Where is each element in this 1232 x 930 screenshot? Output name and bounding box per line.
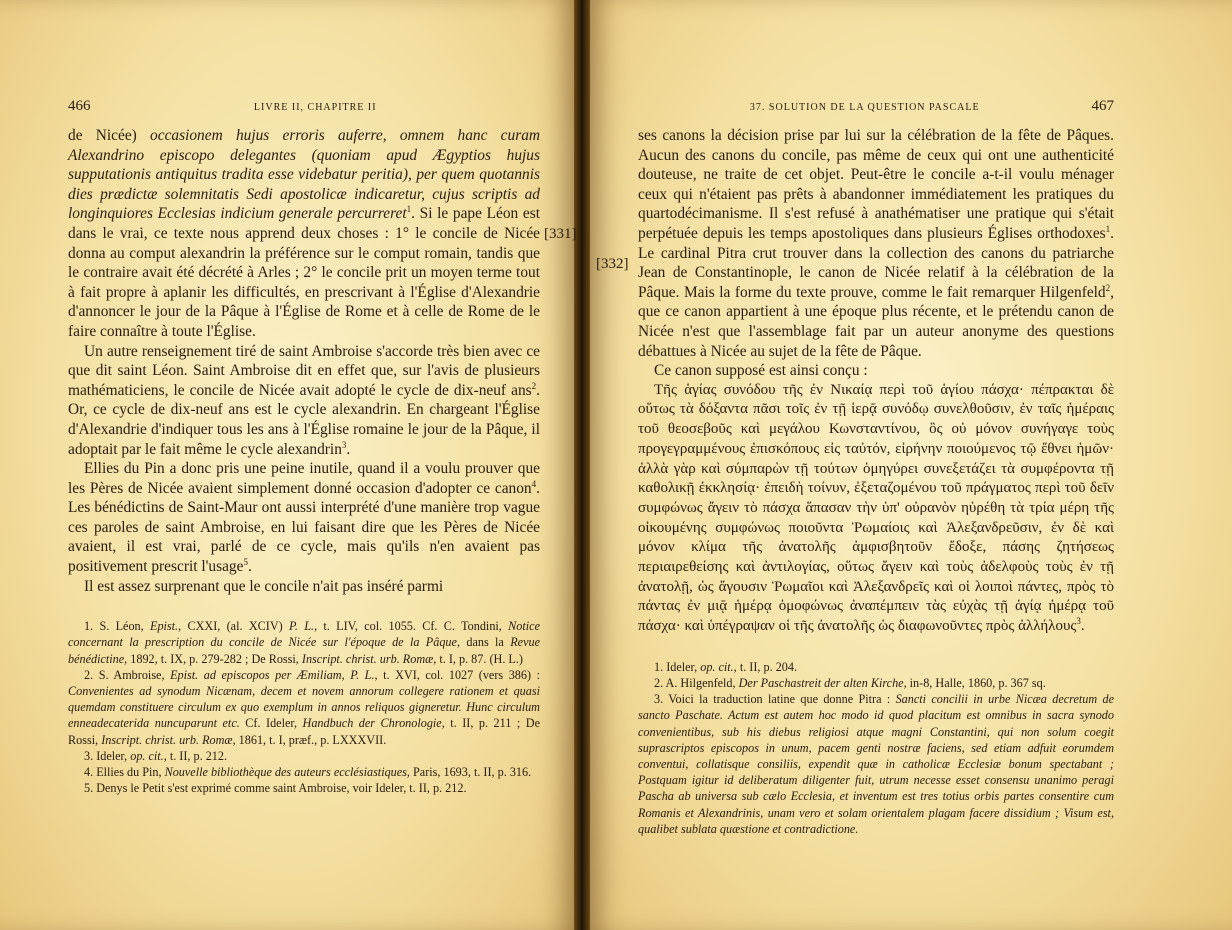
- text-run: Un autre renseignement tiré de saint Ambroise s'accorde très bien avec ce que dit saint Léon. Saint Ambroise dit en effet que, sur l'avis de plusieurs mathématiciens, le concile de Nicée avait adopté le cycle de dix-neuf ans: [68, 342, 540, 399]
- text-run: ses canons la décision prise par lui sur la célébration de la fête de Pâques. Aucun des canons du concile, pas même de ceux qui ont une authenticité douteuse, ne traite de cet objet. Peut-être le concile a-t-il voulu ménager ceux qui n'étaient pas prêts à abandonner immédiatement les pratiques du quartodécimanisme. Il s'est refusé à anathématiser une pratique qui s'était perpétuée depuis les temps apostoliques dans plusieurs Églises orthodoxes: [638, 127, 1114, 242]
- footnote-text: Der Paschastreit der alten Kirche: [738, 676, 904, 691]
- right-page: [584, 0, 1232, 930]
- text-run: . Or, ce cycle de dix-neuf ans est le cycle alexandrin. En chargeant l'Église d'Alexandrie d'indiquer tous les ans à l'Église romaine le jour de la Pâque, il adoptait par le fait même le cycle alexandrin: [68, 381, 540, 458]
- footnote-text: , t. XVI, col. 1027 (vers 386) :: [374, 667, 540, 682]
- footnote: [638, 675, 1114, 691]
- footnote-text: 2. S. Ambroise,: [84, 667, 171, 682]
- footnote-text: P. L.: [289, 619, 315, 634]
- footnote-text: , t. I, p. 87. (H. L.): [433, 651, 523, 666]
- left-page: [0, 0, 580, 930]
- text-run: de Nicée): [68, 127, 151, 144]
- footnote-ref: 2: [531, 380, 537, 391]
- paragraph: [68, 126, 540, 342]
- paragraph: [638, 126, 1114, 361]
- right-page-number: 467: [1091, 98, 1114, 114]
- paragraph: [68, 577, 540, 597]
- footnote: [68, 748, 540, 764]
- footnote-text: , 1892, t. IX, p. 279-282 ; De Rossi,: [124, 651, 302, 666]
- text-run: . Le cardinal Pitra crut trouver dans la collection des canons du patriarche Jean de Constantinople, le canon de Nicée relatif à la célébration de la Pâque. Mais la forme du texte prouve, comme le fait remarquer Hilgenfeld: [638, 224, 1114, 301]
- footnote-ref: 5: [243, 556, 248, 567]
- right-footnotes: [638, 659, 1114, 837]
- footnote-ref: 4: [531, 478, 537, 489]
- text-run: . Si le pape Léon est dans le vrai, ce texte nous apprend deux choses : 1° le concile de Nicée donna au comput alexandrin la préférence sur le comput romain, tandis que le contraire avait été décrété à Arles ; 2° le concile prit un moyen terme tout à fait propre à aplanir les difficultés, en prescrivant à l'Église d'Alexandrie d'annoncer le jour de la Pâque à l'Église de Rome et à celle de Rome de le faire connaître à toute l'Église.: [68, 205, 540, 340]
- footnote-ref: 1: [1105, 223, 1111, 234]
- left-page-number: 466: [68, 98, 91, 114]
- footnote-text: , t. II, p. 212.: [163, 748, 228, 763]
- footnote-text: 5. Denys le Petit s'est exprimé comme saint Ambroise, voir Ideler, t. II, p. 212.: [84, 781, 467, 796]
- footnote-text: Cf. Ideler,: [239, 716, 303, 731]
- footnote-text: , 1861, t. I, præf., p. LXXXVII.: [232, 732, 387, 747]
- margin-ref-331: [331]: [544, 226, 577, 242]
- footnote-text: Sancti concilii in urbe Nicæa decretum de sancto Paschate. Actum est autem hoc modo id quod placitum est omnibus in sacra synodo convenientibus, sub his diebus religiosi atque magni Constantini, qui non solum coegit suprascriptos episcopos in unum, pacem genti nostræ faciens, sed etiam adfuit eorumdem conventui, collatisque consiliis, expendit quæ in catholicæ Ecclesiæ bonum spectabant ; Postquam igitur id deliberatum diligenter fuit, utrum necesse esset consensu unanimo peragi Pascha ab universa sub cælo Ecclesia, et inventum est tres totius orbis partes consentire cum Romanis et Alexandrinis, unam vero et solam orientalem plagam facere dissidium ; Visum est, qualibet sublata quæstione et contradictione.: [638, 692, 1114, 836]
- footnote: [638, 691, 1114, 837]
- footnote-text: , t. II, p. 204.: [733, 659, 798, 674]
- margin-ref-332: [332]: [596, 256, 629, 272]
- text-run: Ce canon supposé est ainsi conçu :: [654, 362, 868, 380]
- footnote-text: Epist.: [150, 619, 179, 634]
- footnote-text: , t. LIV, col. 1055. Cf. C. Tondini,: [314, 619, 509, 634]
- text-run: Il est assez surprenant que le concile n'ait pas inséré parmi: [84, 577, 444, 595]
- right-running-head: 37. SOLUTION DE LA QUESTION PASCALE: [749, 102, 980, 113]
- footnote-text: , t. II, p. 211 ; De Rossi,: [68, 716, 540, 747]
- right-body: [638, 126, 1114, 381]
- text-run: Ellies du Pin a donc pris une peine inutile, quand il a voulu prouver que les Pères de Nicée avaient simplement donné occasion d'adopter ce canon: [68, 460, 540, 497]
- left-running-head: LIVRE II, CHAPITRE II: [253, 102, 377, 113]
- footnote: [68, 780, 540, 796]
- footnote-ref: 1: [406, 204, 412, 215]
- footnote: [68, 667, 540, 748]
- footnote-text: Revue bénédictine: [68, 635, 540, 666]
- text-run: , que ce canon appartient à une époque plus récente, et le prétendu canon de Nicée n'est que l'assemblage fait par un auteur anonyme des questions débattues à Nicée au sujet de la fête de Pâque.: [638, 283, 1114, 360]
- footnote-text: Convenientes ad synodum Nicænam, decem et novem annorum collegere rationem et quasi quemdam constituere circulum ex quo exemplum in annos reliquos gigneretur. Hunc circulum enneadecaterida nuncuparunt etc.: [68, 684, 540, 731]
- footnote-ref: 2: [1105, 282, 1111, 293]
- footnote-text: op. cit.: [700, 659, 734, 674]
- paragraph: [68, 342, 540, 460]
- left-header: [68, 98, 540, 126]
- text-run: occasionem hujus erroris auferre, omnem hanc curam Alexandrino episcopo delegantes (quoniam apud Ægyptios hujus supputationis antiquitus tradita esse videbatur peritia), per quem quotannis dies prædictæ solemnitatis Sedi apostolicæ indicaretur, cujus scriptis ad longinquiores Ecclesias indicium generale percurreret: [68, 127, 541, 223]
- left-body: [68, 126, 540, 596]
- greek-canon: [638, 381, 1114, 637]
- footnote-text: Handbuch der Chronologie: [302, 716, 442, 731]
- paragraph: [68, 459, 540, 577]
- footnote-text: Inscript. christ. urb. Romæ: [301, 651, 434, 666]
- text-run: .: [346, 440, 351, 458]
- footnote-text: , dans la: [456, 635, 511, 650]
- footnote-text: Epist. ad episcopos per Æmiliam, P. L.: [170, 667, 375, 682]
- footnote-text: Notice concernant la prescription du concile de Nicée sur l'époque de la Pâque: [68, 619, 540, 650]
- footnote-text: 2. A. Hilgenfeld,: [654, 676, 739, 691]
- footnote-text: , Paris, 1693, t. II, p. 316.: [406, 765, 532, 780]
- footnote-text: 1. S. Léon,: [84, 619, 150, 634]
- footnote-text: , in-8, Halle, 1860, p. 367 sq.: [903, 676, 1046, 691]
- paragraph: [638, 361, 1114, 381]
- footnote: [638, 659, 1114, 675]
- footnote-text: , CXXI, (al. XCIV): [178, 619, 289, 634]
- greek-text: Τῆς ἁγίας συνόδου τῆς ἐν Νικαίᾳ περὶ τοῦ ἁγίου πάσχα· πέπρακται δὲ οὕτως τὰ δόξαντα πᾶσι τοῖς ἐν τῇ ἱερᾷ συνόδῳ συνελθοῦσιν, ἐν ταῖς ἡμέραις τοῦ θεοσεβοῦς καὶ μεγάλου Κωνσταντίνου, ὃς οὐ μόνον συνήγαγε τοὺς προγεγραμμένους ἐπισκόπους εἰς ταὐτόν, εἰρήνην ποιούμενος τῷ ἔθνει ἡμῶν· ἀλλὰ γὰρ καὶ σύμπαρὼν τῇ τούτων ὁμηγύρει συνεξετάζει τὰ συμφέροντα τῇ καθολικῇ ἐκκλησίᾳ· ἐπειδὴ τοίνυν, ἐξεταζομένου τοῦ πράγματος περὶ τοῦ δεῖν συμφώνως ἄγειν τὸ πάσχα ἅπασαν τὴν ὑπ' οὐρανὸν ηὑρέθη τὰ τρία μέρη τῆς οἰκουμένης συμφώνως ποιοῦντα Ῥωμαίοις καὶ Ἀλεξανδρεῦσιν, ἐν δὲ καὶ μόνον κλίμα τῆς ἀνατολῆς ἀμφισβητοῦν ἔδοξε, πάσης ζητήσεως περιαιρεθείσης καὶ ἀντιλογίας, οὕτως ἄγειν καὶ τοὺς ἀδελφοὺς τοὺς ἐν τῇ ἀνατολῇ, ὡς ἄγουσιν Ῥωμαῖοι καὶ Ἀλεξανδρεῖς καὶ οἱ λοιποὶ πάντες, πρὸς τὸ πάντας ἐν μιᾷ ἡμέρᾳ ὁμοφώνως ἀναπέμπειν τὰς εὐχὰς τῇ ἁγίᾳ ἡμέρᾳ τοῦ πάσχα· καὶ ὑπέγραψαν οἱ τῆς ἀνατολῆς ὡς διαφωνοῦντες πρὸς ἀλλήλους: [638, 381, 1114, 635]
- text-run: .: [247, 558, 252, 576]
- footnote-ref: 3: [1076, 616, 1081, 627]
- footnote-text: 3. Voici la traduction latine que donne Pitra :: [654, 692, 896, 707]
- footnote-text: Nouvelle bibliothèque des auteurs ecclésiastiques: [164, 765, 407, 780]
- footnote: [68, 618, 540, 667]
- greek-paragraph: [638, 381, 1114, 637]
- footnote-text: 1. Ideler,: [654, 659, 701, 674]
- right-header: [638, 98, 1114, 126]
- footnote: [68, 764, 540, 780]
- footnote-text: 4. Ellies du Pin,: [84, 765, 165, 780]
- footnote-ref: 3: [341, 439, 347, 450]
- text-run: . Les bénédictins de Saint-Maur ont aussi interprété d'une manière trop vague ces paroles de saint Ambroise, en lui faisant dire que les Pères de Nicée avaient, il est vrai, parlé de ce cycle, mais qu'ils n'en avaient pas positivement prescrit l'usage: [68, 479, 540, 576]
- footnote-text: op. cit.: [130, 748, 164, 763]
- footnote-text: 3. Ideler,: [84, 748, 131, 763]
- footnote-text: Inscript. christ. urb. Romæ: [101, 732, 233, 747]
- book-gutter: [574, 0, 590, 930]
- left-footnotes: [68, 618, 540, 796]
- greek-text: .: [1080, 618, 1085, 635]
